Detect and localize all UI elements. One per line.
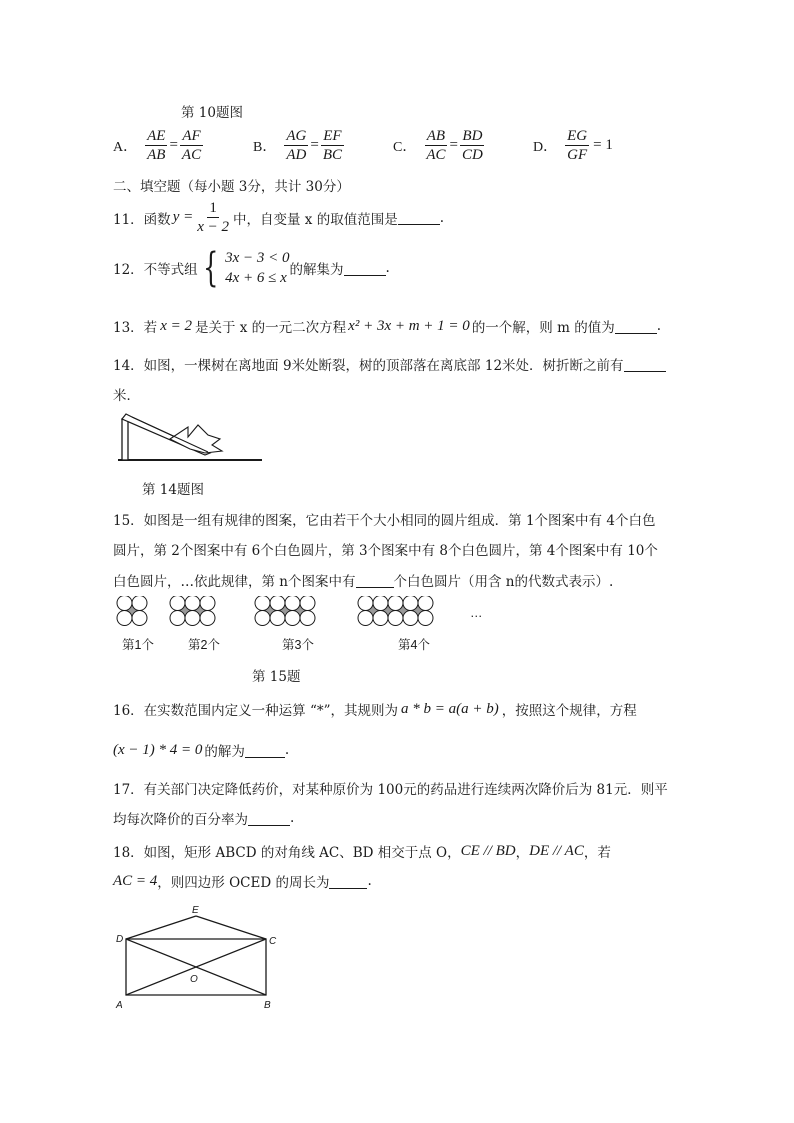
question-13: 13．若 x = 2 是关于 x 的一元二次方程 x² + 3x + m + 1 = 0 的一个解，则 m 的值为 . — [113, 317, 661, 336]
white-circle — [200, 611, 215, 626]
pattern-label-3: 第3个 — [282, 638, 314, 652]
label-o: O — [190, 974, 198, 985]
question-15-line1: 15．如图是一组有规律的图案，它由若干个大小相同的圆片组成．第 1个图案中有 4个白色 — [113, 513, 656, 529]
question-17-line1: 17．有关部门决定降低药价，对某种原价为 100元的药品进行连续两次降价后为 81元．则平 — [113, 782, 668, 798]
q10-option-c: C． $\frac{AB}{AC}$ = $\frac{BD}{CD}$ — [393, 128, 483, 163]
white-circle — [358, 611, 373, 626]
tree-crown — [170, 425, 222, 453]
rectangle-figure — [110, 903, 285, 1013]
white-circle — [200, 596, 215, 611]
white-circle — [170, 596, 185, 611]
white-circle — [270, 611, 285, 626]
pattern-label-1: 第1个 — [122, 638, 154, 652]
label-d: D — [116, 934, 124, 945]
white-circle — [418, 596, 433, 611]
q10-option-a: A． $\frac{AE}{AB}$ = $\frac{AF}{AC}$ — [113, 128, 202, 163]
fraction: $\frac{BD}{CD}$ — [461, 128, 483, 163]
label-e: E — [192, 905, 199, 916]
question-18-line2: AC = 4 ，则四边形 OCED 的周长为 . — [113, 872, 372, 891]
white-circle — [418, 611, 433, 626]
circle-pattern-figure — [112, 596, 492, 660]
question-16-line1: 16．在实数范围内定义一种运算 “*”，其规则为 a * b = a(a + b) ，按照这个规律，方程 — [113, 700, 637, 719]
white-circle — [403, 611, 418, 626]
white-circle — [117, 611, 132, 626]
pattern-label-2: 第2个 — [188, 638, 220, 652]
white-circle — [132, 596, 147, 611]
white-circle — [285, 596, 300, 611]
segment-ce — [196, 916, 266, 939]
section-title: 二、填空题（每小题 3分，共计 30分） — [113, 179, 350, 195]
tree-figure — [110, 405, 270, 467]
answer-blank — [248, 811, 290, 826]
question-15-line3: 白色圆片，…依此规律，第 n个图案中有 个白色圆片（用含 n的代数式表示）. — [113, 574, 614, 590]
question-15-line2: 圆片，第 2个图案中有 6个白色圆片，第 3个图案中有 8个白色圆片，第 4个图案中有 10个 — [113, 543, 658, 559]
question-14-line2: 米． — [113, 388, 140, 404]
answer-blank — [624, 357, 666, 372]
q10-options — [113, 128, 713, 168]
q14-caption: 第 14题图 — [142, 482, 204, 498]
answer-blank — [615, 319, 657, 334]
question-17-line2: 均每次降价的百分率为 . — [113, 810, 295, 828]
white-circle — [403, 596, 418, 611]
white-circle — [373, 611, 388, 626]
tree-trunk — [122, 419, 128, 460]
pattern-4 — [358, 596, 433, 626]
white-circle — [255, 611, 270, 626]
question-11: 11．函数 y = $\frac{1}{x - 2}$ 中，自变量 x 的取值范围是 . — [113, 200, 444, 235]
white-circle — [358, 596, 373, 611]
question-14-line1: 14．如图，一棵树在离地面 9米处断裂，树的顶部落在离底部 12米处．树折断之前有 — [113, 354, 666, 374]
q10-caption: 第 10题图 — [181, 105, 243, 121]
white-circle — [388, 596, 403, 611]
white-circle — [270, 596, 285, 611]
white-circle — [373, 596, 388, 611]
patterns — [117, 596, 433, 626]
q10-option-b: B． $\frac{AG}{AD}$ = $\frac{EF}{BC}$ — [253, 128, 342, 163]
fraction: $\frac{AF}{AC}$ — [181, 128, 202, 163]
pattern-2 — [170, 596, 215, 626]
question-18-line1: 18．如图，矩形 ABCD 的对角线 AC、BD 相交于点 O， CE // BD ， DE // AC ，若 — [113, 842, 611, 861]
white-circle — [255, 596, 270, 611]
answer-blank — [398, 210, 440, 225]
segment-de — [126, 916, 196, 939]
label-c: C — [269, 936, 277, 947]
pattern-label-4: 第4个 — [398, 638, 430, 652]
white-circle — [285, 611, 300, 626]
inequality-system: { 3x − 3 < 0 4x + 6 ≤ x — [202, 245, 290, 291]
white-circle — [388, 611, 403, 626]
question-12: 12．不等式组 { 3x − 3 < 0 4x + 6 ≤ x 的解集为 . — [113, 245, 390, 291]
question-16-line2: (x − 1) * 4 = 0 的解为 . — [113, 741, 290, 760]
white-circle — [117, 596, 132, 611]
answer-blank — [344, 261, 386, 276]
fraction: $\frac{EF}{BC}$ — [322, 128, 342, 163]
fraction: $\frac{1}{x - 2}$ — [197, 200, 229, 235]
white-circle — [132, 611, 147, 626]
white-circle — [170, 611, 185, 626]
label-b: B — [264, 1000, 271, 1011]
white-circle — [300, 611, 315, 626]
pattern-ellipsis: … — [470, 606, 483, 620]
answer-blank — [329, 874, 367, 889]
white-circle — [300, 596, 315, 611]
q15-caption: 第 15题 — [252, 669, 301, 685]
white-circle — [185, 596, 200, 611]
q10-option-d: D． $\frac{EG}{GF}$ = 1 — [533, 128, 613, 163]
fraction: $\frac{AB}{AC}$ — [426, 128, 446, 163]
pattern-1 — [117, 596, 147, 626]
white-circle — [185, 611, 200, 626]
fraction: $\frac{AG}{AD}$ — [286, 128, 307, 163]
label-a: A — [116, 1000, 123, 1011]
answer-blank — [356, 573, 394, 588]
answer-blank — [245, 743, 285, 758]
left-brace: { — [202, 245, 219, 291]
fraction: $\frac{AE}{AB}$ — [147, 128, 166, 163]
pattern-3 — [255, 596, 315, 626]
fraction: $\frac{EG}{GF}$ — [567, 128, 588, 163]
